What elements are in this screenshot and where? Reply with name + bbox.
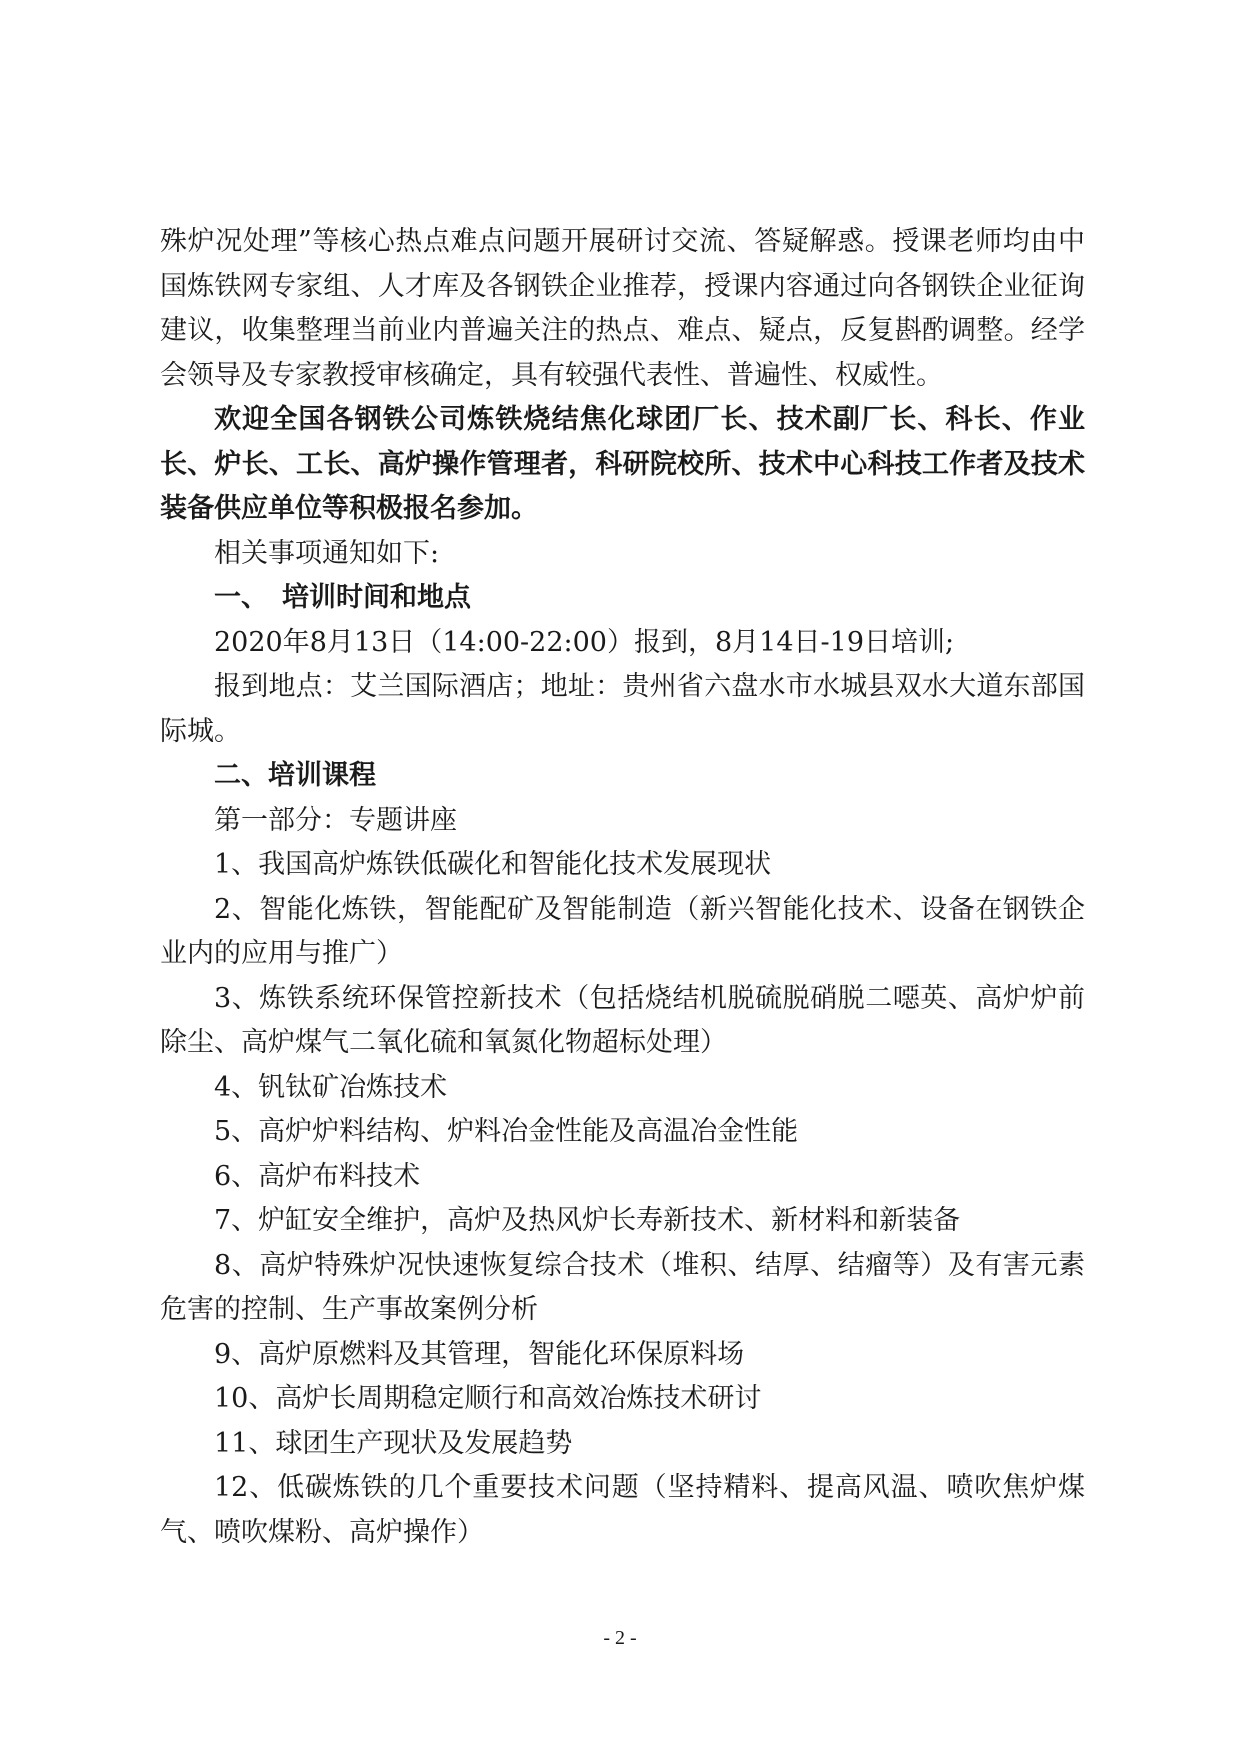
course-item: 5、高炉炉料结构、炉料冶金性能及高温冶金性能	[214, 1116, 799, 1147]
intro-paragraph: 殊炉况处理”等核心热点难点问题开展研讨交流、答疑解惑。授课老师均由中国炼铁网专家组、人才库及各钢铁企业推荐，授课内容通过向各钢铁企业征询建议，收集整理当前业内普遍关注的热点、难点、疑点，反复斟酌调整。经学会领导及专家教授审核确定，具有较强代表性、普遍性、权威性。	[160, 226, 1085, 391]
section-1-title: 培训时间和地点	[282, 582, 471, 613]
course-item: 7、炉缸安全维护，高炉及热风炉长寿新技术、新材料和新装备	[214, 1205, 961, 1236]
part-1-label: 第一部分：专题讲座	[214, 804, 457, 836]
section-1-heading	[160, 576, 1085, 621]
course-item: 8、高炉特殊炉况快速恢复综合技术（堆积、结厚、结瘤等）及有害元素危害的控制、生产事故案例分析	[160, 1249, 1085, 1325]
section-1-number: 一、	[214, 582, 268, 613]
section-2-heading: 二、培训课程	[214, 760, 376, 791]
course-item: 9、高炉原燃料及其管理，智能化环保原料场	[214, 1338, 745, 1370]
course-item: 11、球团生产现状及发展趋势	[214, 1427, 573, 1459]
invitation-paragraph: 欢迎全国各钢铁公司炼铁烧结焦化球团厂长、技术副厂长、科长、作业长、炉长、工长、高炉操作管理者，科研院校所、技术中心科技工作者及技术装备供应单位等积极报名参加。	[160, 404, 1085, 524]
course-item: 10、高炉长周期稳定顺行和高效冶炼技术研讨	[214, 1383, 762, 1414]
course-item: 1、我国高炉炼铁低碳化和智能化技术发展现状	[214, 849, 772, 880]
course-item: 2、智能化炼铁，智能配矿及智能制造（新兴智能化技术、设备在钢铁企业内的应用与推广）	[160, 893, 1085, 969]
training-time: 2020年8月13日（14:00-22:00）报到，8月14日-19日培训;	[214, 626, 955, 658]
course-item: 3、炼铁系统环保管控新技术（包括烧结机脱硫脱硝脱二噁英、高炉炉前除尘、高炉煤气二氧化硫和氧氮化物超标处理）	[160, 982, 1085, 1058]
course-item: 4、钒钛矿冶炼技术	[214, 1071, 448, 1103]
page-number: - 2 -	[603, 1627, 637, 1649]
course-item: 6、高炉布料技术	[214, 1160, 421, 1192]
training-place: 报到地点：艾兰国际酒店；地址：贵州省六盘水市水城县双水大道东部国际城。	[160, 671, 1085, 747]
notice-intro: 相关事项通知如下:	[214, 537, 440, 569]
document-body	[160, 220, 1085, 1555]
course-item: 12、低碳炼铁的几个重要技术问题（坚持精料、提高风温、喷吹焦炉煤气、喷吹煤粉、高炉操作）	[160, 1472, 1085, 1548]
